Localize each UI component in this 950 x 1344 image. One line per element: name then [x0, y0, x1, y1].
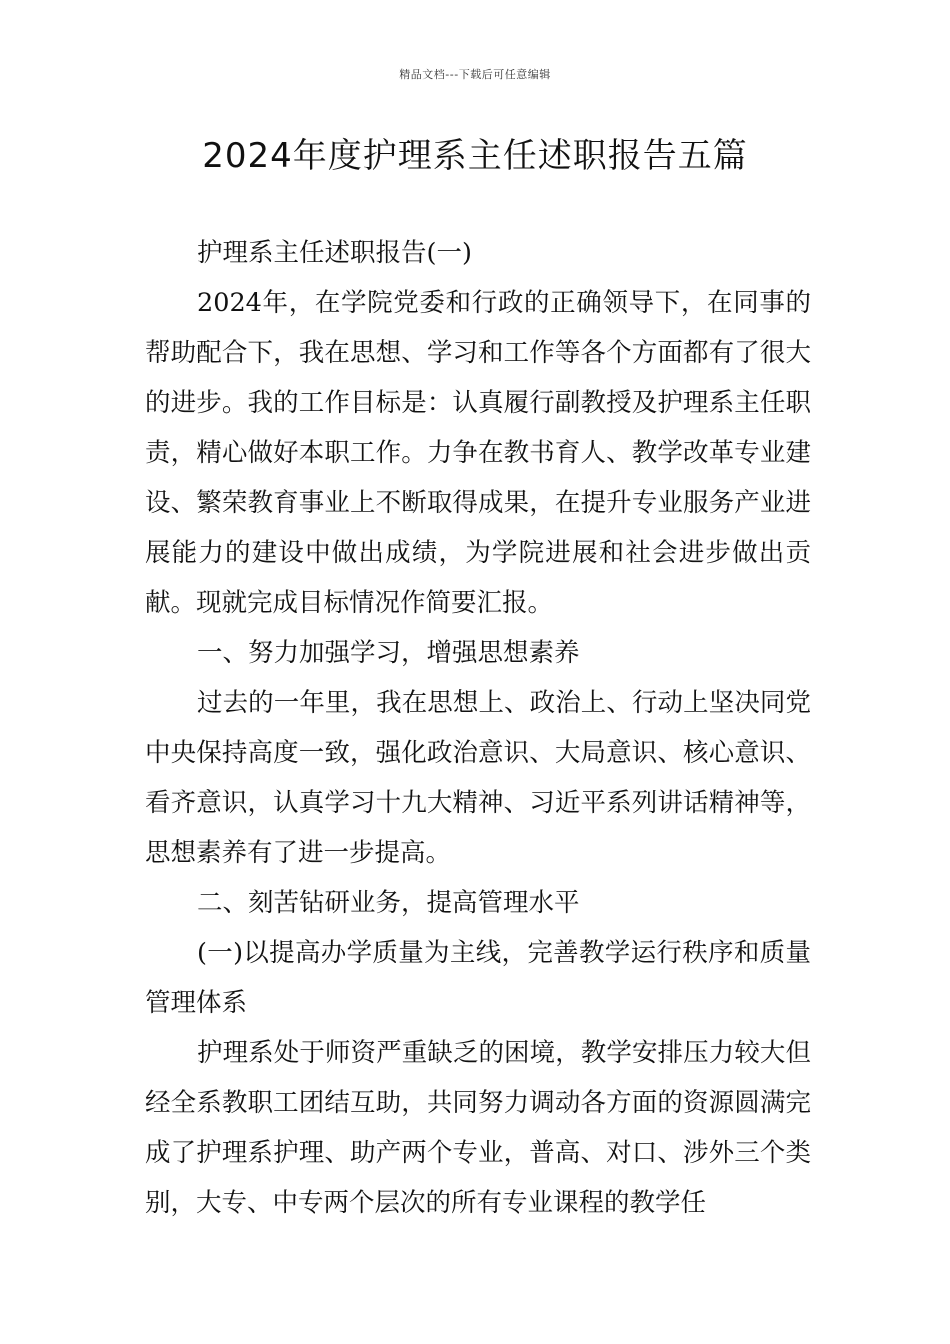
document-body — [145, 228, 811, 1228]
paragraph: 2024年，在学院党委和行政的正确领导下，在同事的帮助配合下，我在思想、学习和工作等各个方面都有了很大的进步。我的工作目标是：认真履行副教授及护理系主任职责，精心做好本职工作。力争在教书育人、教学改革专业建设、繁荣教育事业上不断取得成果，在提升专业服务产业进展能力的建设中做出成绩，为学院进展和社会进步做出贡献。现就完成目标情况作简要汇报。 — [145, 288, 811, 618]
section-heading: 护理系主任述职报告(一) — [197, 238, 472, 268]
header-note: 精品文档---下载后可任意编辑 — [399, 68, 551, 81]
subsection-heading: (一)以提高办学质量为主线，完善教学运行秩序和质量管理体系 — [145, 938, 811, 1018]
paragraph: 护理系处于师资严重缺乏的困境，教学安排压力较大但经全系教职工团结互助，共同努力调动各方面的资源圆满完成了护理系护理、助产两个专业，普高、对口、涉外三个类别，大专、中专两个层次的所有专业课程的教学任 — [145, 1038, 811, 1218]
document-title: 2024年度护理系主任述职报告五篇 — [202, 136, 748, 176]
section-heading: 一、努力加强学习，增强思想素养 — [197, 638, 580, 668]
section-heading: 二、刻苦钻研业务，提高管理水平 — [197, 888, 580, 918]
paragraph: 过去的一年里，我在思想上、政治上、行动上坚决同党中央保持高度一致，强化政治意识、大局意识、核心意识、看齐意识，认真学习十九大精神、习近平系列讲话精神等，思想素养有了进一步提高。 — [145, 688, 811, 868]
